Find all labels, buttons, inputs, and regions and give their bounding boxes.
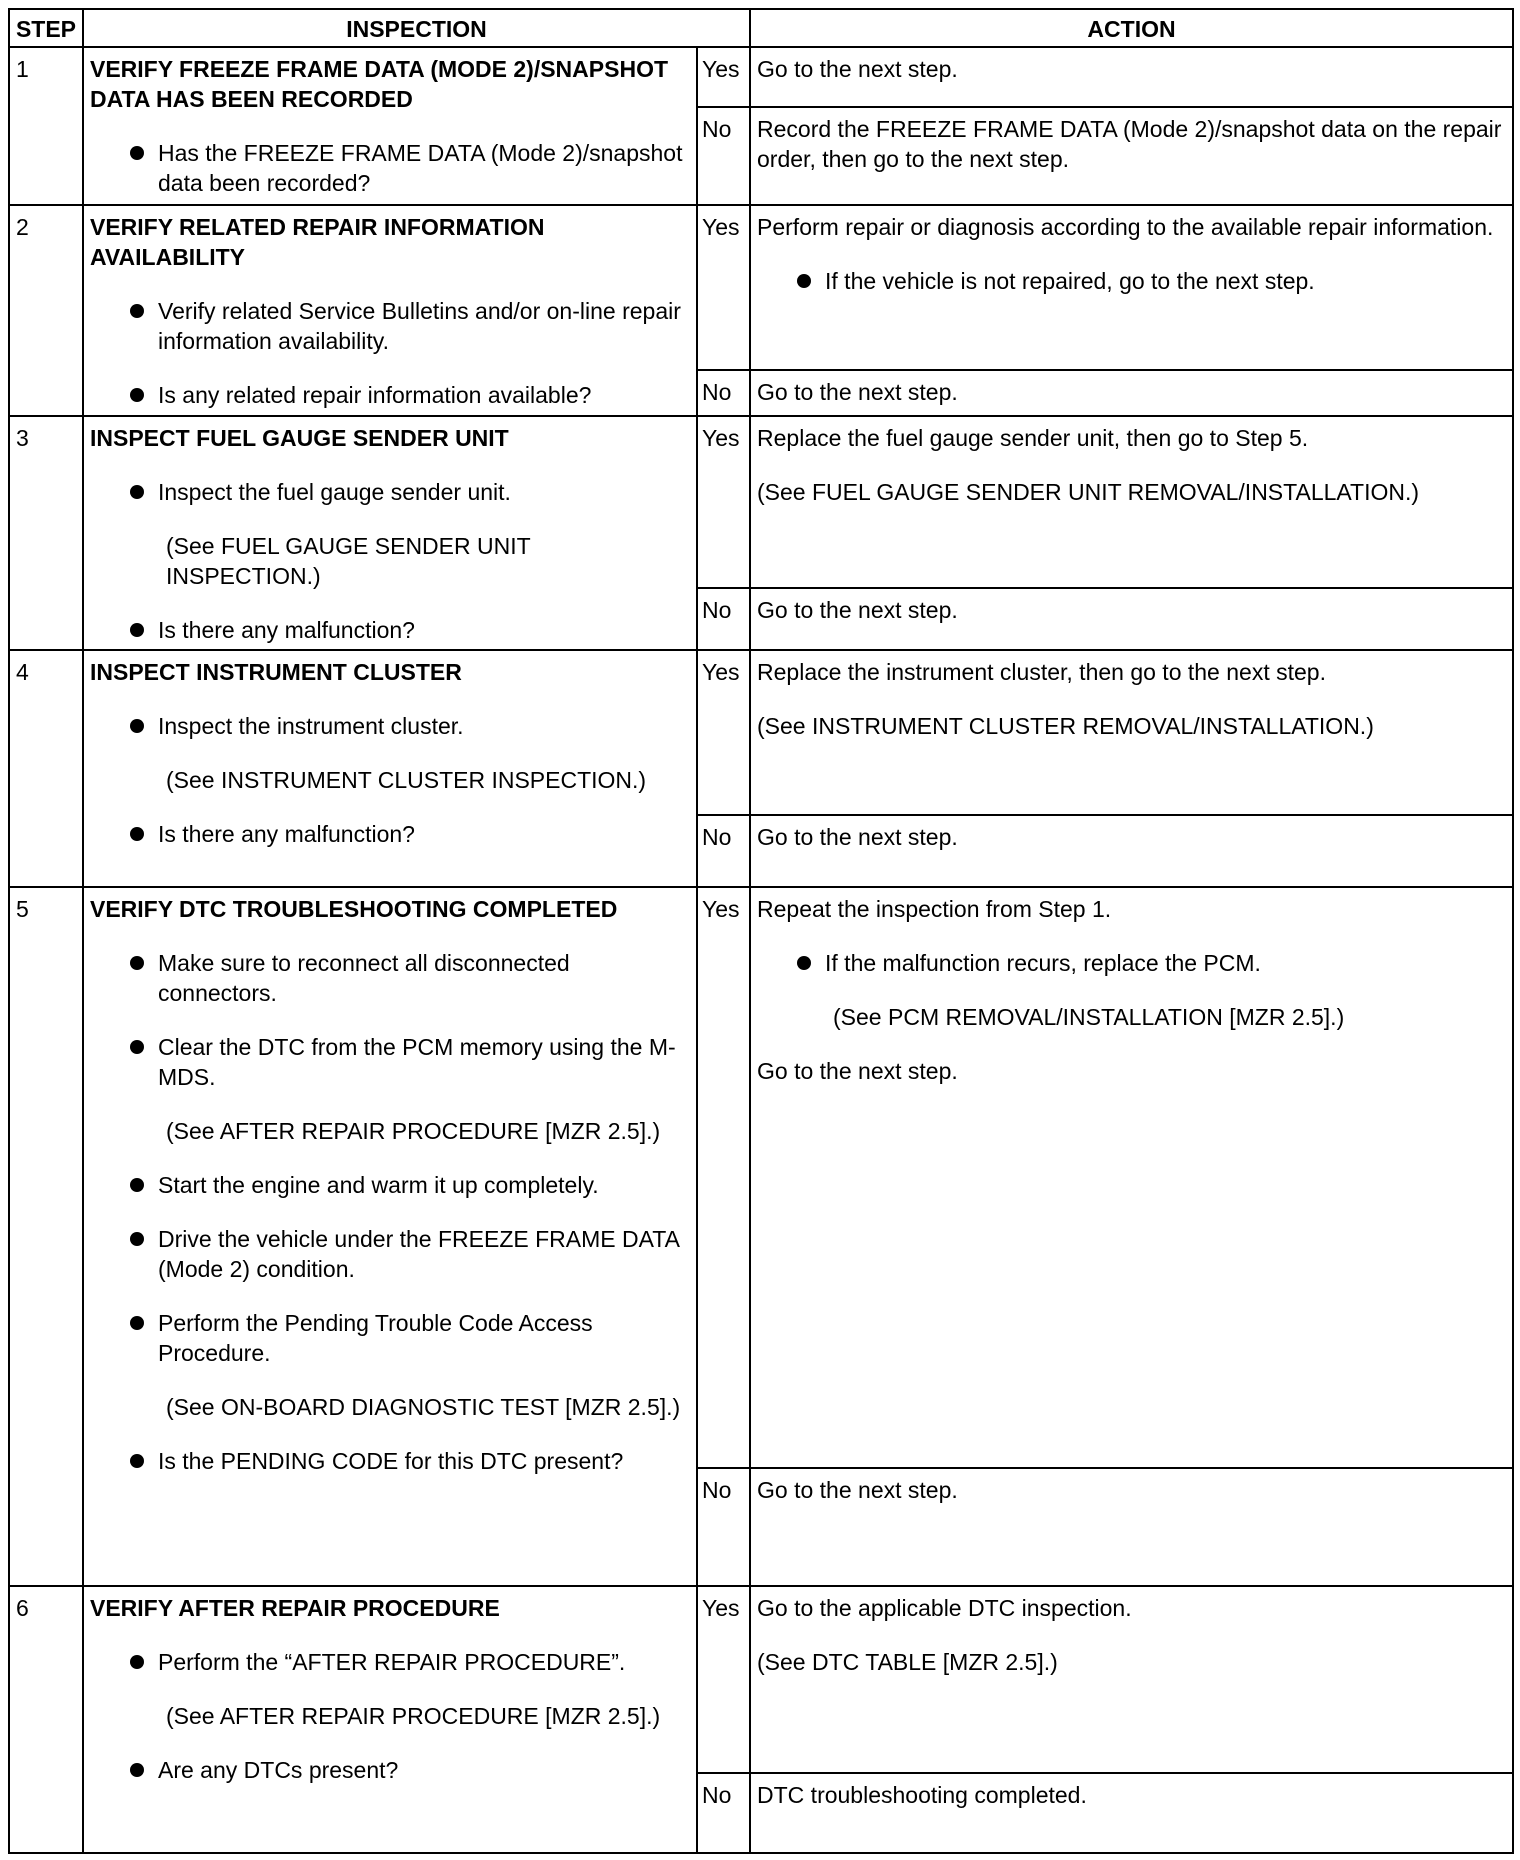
bullet-text: Drive the vehicle under the FREEZE FRAME DATA (Mode 2) condition.	[158, 1225, 679, 1282]
table-row	[9, 650, 1513, 814]
bullet-text: Inspect the instrument cluster.	[158, 713, 464, 740]
action-text: Go to the next step.	[757, 379, 958, 405]
bullet-text: Verify related Service Bulletins and/or on-line repair information availability.	[158, 298, 681, 355]
action-reference: (See PCM REMOVAL/INSTALLATION [MZR 2.5].)	[833, 1003, 1345, 1030]
bullet-icon	[130, 623, 144, 637]
bullet-icon	[130, 1178, 144, 1192]
bullet-item	[130, 380, 690, 410]
bullet-text: Is there any malfunction?	[158, 616, 415, 643]
yes-label: Yes	[697, 47, 750, 107]
action-text: Replace the instrument cluster, then go to the next step.	[757, 659, 1326, 686]
bullet-item	[130, 819, 690, 849]
bullet-icon	[130, 388, 144, 402]
bullet-text: Are any DTCs present?	[158, 1757, 399, 1784]
yes-label: Yes	[697, 205, 750, 370]
action-text: Record the FREEZE FRAME DATA (Mode 2)/snapshot data on the repair order, then go to the next step.	[757, 116, 1502, 173]
bullet-text: Make sure to reconnect all disconnected connectors.	[158, 949, 570, 1006]
action-yes	[750, 1586, 1513, 1772]
action-yes	[750, 887, 1513, 1468]
bullet-icon	[130, 1040, 144, 1054]
action-text: Go to the applicable DTC inspection.	[757, 1595, 1132, 1622]
bullet-item	[130, 615, 690, 645]
header-action: ACTION	[750, 9, 1513, 47]
bullet-item	[130, 948, 690, 1008]
page	[8, 8, 1512, 1854]
action-reference: (See INSTRUMENT CLUSTER REMOVAL/INSTALLATION.)	[757, 713, 1374, 740]
bullet-icon	[797, 956, 811, 970]
bullet-icon	[130, 1232, 144, 1246]
action-no	[750, 370, 1513, 416]
bullet-item	[130, 1755, 690, 1785]
reference-note: (See FUEL GAUGE SENDER UNIT INSPECTION.)	[166, 532, 531, 589]
action-bullet	[797, 266, 1506, 296]
step-title: INSPECT FUEL GAUGE SENDER UNIT	[90, 424, 509, 451]
table-row	[9, 1586, 1513, 1772]
step-title: VERIFY FREEZE FRAME DATA (MODE 2)/SNAPSHOT DATA HAS BEEN RECORDED	[90, 56, 669, 113]
no-label: No	[697, 588, 750, 651]
bullet-text: Inspect the fuel gauge sender unit.	[158, 478, 511, 505]
action-yes	[750, 650, 1513, 814]
diagnostic-table	[8, 8, 1514, 1854]
yes-label: Yes	[697, 887, 750, 1468]
step-title: VERIFY RELATED REPAIR INFORMATION AVAILABILITY	[90, 214, 545, 271]
header-step: STEP	[9, 9, 83, 47]
reference-note: (See AFTER REPAIR PROCEDURE [MZR 2.5].)	[166, 1117, 661, 1144]
bullet-icon	[130, 304, 144, 318]
bullet-text: If the malfunction recurs, replace the PCM.	[825, 949, 1261, 976]
bullet-item	[130, 1170, 690, 1200]
bullet-text: Is the PENDING CODE for this DTC present?	[158, 1447, 624, 1474]
step-number: 6	[9, 1586, 83, 1853]
inspection-cell	[83, 47, 697, 205]
step-number: 4	[9, 650, 83, 887]
action-text: Go to the next step.	[757, 1057, 958, 1084]
bullet-text: Perform the Pending Trouble Code Access Procedure.	[158, 1309, 593, 1366]
table-row	[9, 416, 1513, 588]
inspection-cell	[83, 416, 697, 650]
action-no	[750, 1468, 1513, 1586]
no-label: No	[697, 370, 750, 416]
no-label: No	[697, 107, 750, 205]
bullet-text: Has the FREEZE FRAME DATA (Mode 2)/snapshot data been recorded?	[158, 140, 683, 197]
yes-label: Yes	[697, 1586, 750, 1772]
inspection-cell	[83, 887, 697, 1587]
step-number: 3	[9, 416, 83, 650]
step-title: INSPECT INSTRUMENT CLUSTER	[90, 659, 462, 686]
table-row	[9, 205, 1513, 370]
bullet-icon	[130, 1655, 144, 1669]
bullet-item	[130, 296, 690, 356]
action-text: Go to the next step.	[757, 1477, 958, 1504]
inspection-cell	[83, 650, 697, 887]
action-text: Go to the next step.	[757, 823, 958, 850]
bullet-icon	[130, 485, 144, 499]
no-label: No	[697, 815, 750, 887]
bullet-icon	[130, 719, 144, 733]
action-text: Repeat the inspection from Step 1.	[757, 895, 1112, 922]
reference-note: (See AFTER REPAIR PROCEDURE [MZR 2.5].)	[166, 1703, 661, 1730]
action-no	[750, 588, 1513, 651]
action-yes	[750, 47, 1513, 107]
table-row	[9, 887, 1513, 1468]
no-label: No	[697, 1773, 750, 1853]
action-text: Replace the fuel gauge sender unit, then go to Step 5.	[757, 424, 1309, 451]
action-text: Perform repair or diagnosis according to the available repair information.	[757, 214, 1494, 241]
bullet-icon	[130, 1316, 144, 1330]
header-row	[9, 9, 1513, 47]
no-label: No	[697, 1468, 750, 1586]
bullet-icon	[130, 146, 144, 160]
action-yes	[750, 416, 1513, 588]
bullet-item	[130, 1308, 690, 1368]
yes-label: Yes	[697, 416, 750, 588]
action-text: DTC troubleshooting completed.	[757, 1781, 1087, 1808]
bullet-icon	[130, 827, 144, 841]
bullet-item	[130, 1647, 690, 1677]
action-no	[750, 1773, 1513, 1853]
action-bullet	[797, 948, 1506, 978]
bullet-item	[130, 1446, 690, 1476]
action-no	[750, 815, 1513, 887]
table-row	[9, 47, 1513, 107]
step-title: VERIFY DTC TROUBLESHOOTING COMPLETED	[90, 895, 618, 922]
header-inspection: INSPECTION	[83, 9, 750, 47]
inspection-cell	[83, 205, 697, 415]
bullet-item	[130, 138, 690, 198]
step-title: VERIFY AFTER REPAIR PROCEDURE	[90, 1595, 500, 1622]
bullet-icon	[130, 1454, 144, 1468]
bullet-item	[130, 1224, 690, 1284]
action-text: Go to the next step.	[757, 56, 958, 83]
bullet-item	[130, 477, 690, 507]
reference-note: (See ON-BOARD DIAGNOSTIC TEST [MZR 2.5].)	[166, 1393, 681, 1420]
bullet-icon	[797, 274, 811, 288]
reference-note: (See INSTRUMENT CLUSTER INSPECTION.)	[166, 767, 647, 794]
action-no	[750, 107, 1513, 205]
bullet-text: Clear the DTC from the PCM memory using the M-MDS.	[158, 1033, 676, 1090]
inspection-cell	[83, 1586, 697, 1853]
bullet-text: Is there any malfunction?	[158, 821, 415, 848]
yes-label: Yes	[697, 650, 750, 814]
action-reference: (See DTC TABLE [MZR 2.5].)	[757, 1649, 1058, 1676]
action-reference: (See FUEL GAUGE SENDER UNIT REMOVAL/INSTALLATION.)	[757, 478, 1420, 505]
bullet-item	[130, 1032, 690, 1092]
bullet-text: If the vehicle is not repaired, go to the next step.	[825, 268, 1315, 295]
bullet-icon	[130, 1763, 144, 1777]
bullet-text: Perform the “AFTER REPAIR PROCEDURE”.	[158, 1649, 626, 1676]
bullet-icon	[130, 956, 144, 970]
step-number: 5	[9, 887, 83, 1587]
action-yes	[750, 205, 1513, 370]
action-text: Go to the next step.	[757, 596, 958, 623]
step-number: 2	[9, 205, 83, 415]
step-number: 1	[9, 47, 83, 205]
bullet-item	[130, 711, 690, 741]
bullet-text: Start the engine and warm it up completely.	[158, 1171, 599, 1198]
bullet-text: Is any related repair information available?	[158, 382, 592, 409]
